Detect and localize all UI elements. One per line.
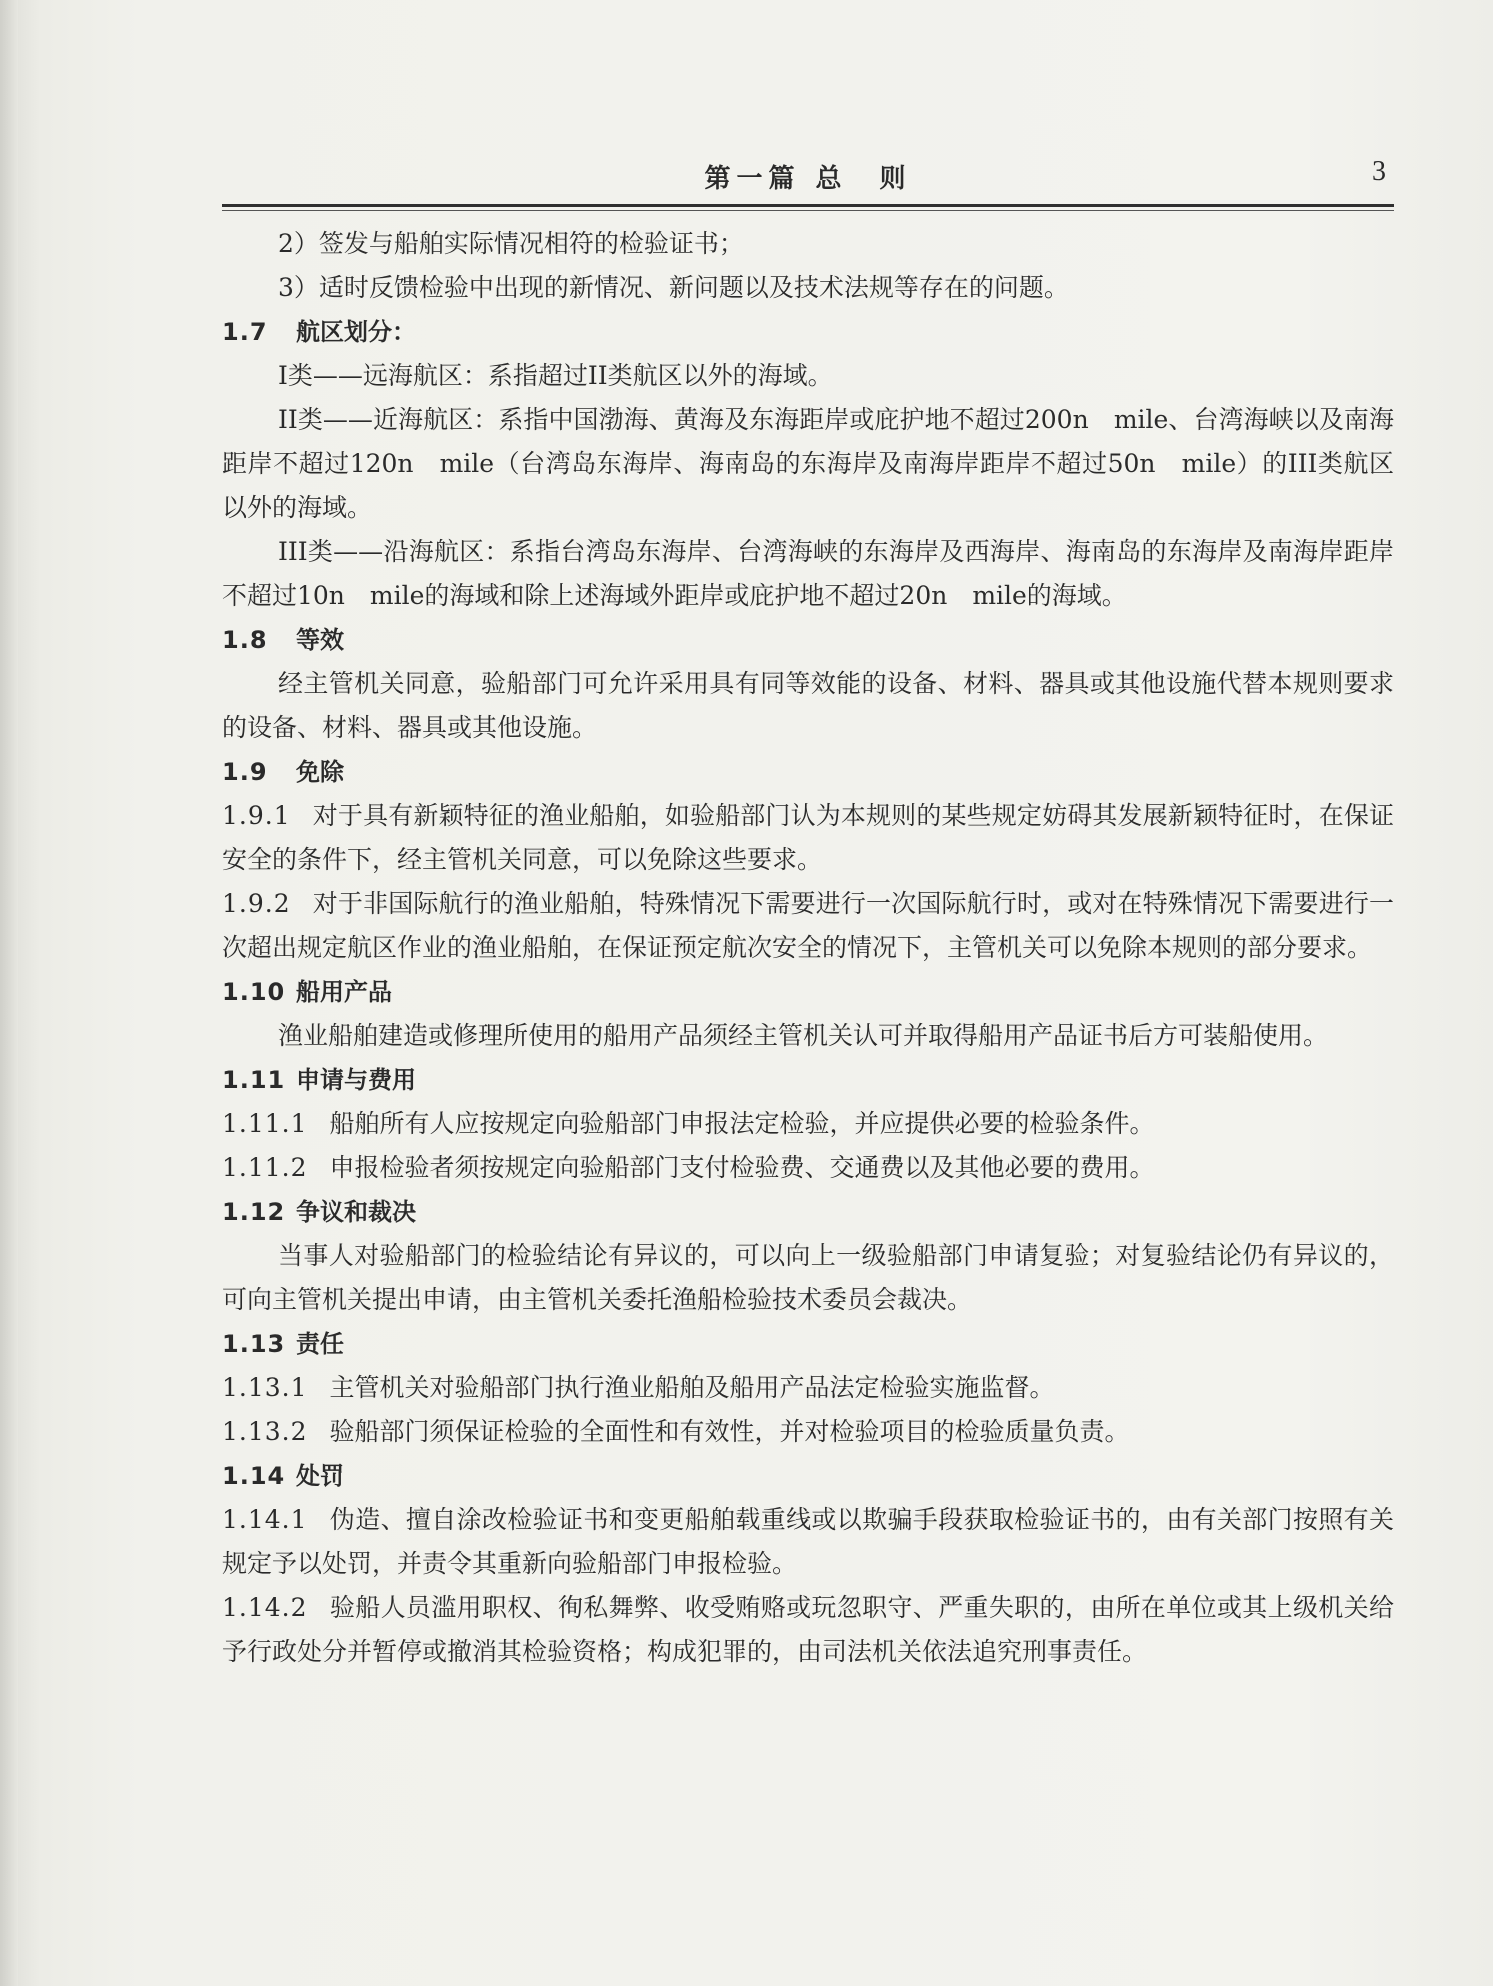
clause-text: 对于非国际航行的渔业船舶，特殊情况下需要进行一次国际航行时，或对在特殊情况下需要进行一次超出规定航区作业的渔业船舶，在保证预定航次安全的情况下，主管机关可以免除本规则的部分要求。 (222, 889, 1394, 962)
clause-1-9-2 (222, 882, 1394, 970)
section-heading-1-14 (222, 1454, 1394, 1498)
paragraph: II类——近海航区：系指中国渤海、黄海及东海距岸或庇护地不超过200n mile、台湾海峡以及南海距岸不超过120n mile（台湾岛东海岸、海南岛的东海岸及南海岸距岸不超过50n mile）的III类航区以外的海域。 (222, 405, 1394, 522)
clause-number: 1.14.1 (222, 1505, 308, 1534)
page-number: 3 (1372, 156, 1386, 187)
section-number: 1.9 (222, 758, 268, 786)
clause-text: 验船人员滥用职权、徇私舞弊、收受贿赂或玩忽职守、严重失职的，由所在单位或其上级机关给予行政处分并暂停或撤消其检验资格；构成犯罪的，由司法机关依法追究刑事责任。 (222, 1593, 1394, 1666)
clause-number: 1.11.1 (222, 1109, 308, 1138)
clause-1-13-2 (222, 1410, 1394, 1454)
section-number: 1.7 (222, 318, 268, 346)
section-title: 船用产品 (296, 978, 392, 1006)
section-heading-1-12 (222, 1190, 1394, 1234)
clause-text: 主管机关对验船部门执行渔业船舶及船用产品法定检验实施监督。 (329, 1373, 1055, 1402)
section-number: 1.13 (222, 1330, 286, 1358)
clause-number: 1.9.1 (222, 801, 291, 830)
section-heading-1-13 (222, 1322, 1394, 1366)
clause-1-14-1 (222, 1498, 1394, 1586)
list-item-2: 2）签发与船舶实际情况相符的检验证书； (278, 229, 744, 258)
section-heading-1-7 (222, 310, 1394, 354)
section-heading-1-8 (222, 618, 1394, 662)
clause-1-11-1 (222, 1102, 1394, 1146)
list-item-3: 3）适时反馈检验中出现的新情况、新问题以及技术法规等存在的问题。 (278, 273, 1069, 302)
section-number: 1.12 (222, 1198, 286, 1226)
header-title: 第一篇 总 则 (704, 164, 912, 194)
clause-number: 1.9.2 (222, 889, 291, 918)
clause-1-13-1 (222, 1366, 1394, 1410)
clause-number: 1.13.1 (222, 1373, 308, 1402)
clause-1-9-1 (222, 794, 1394, 882)
section-number: 1.8 (222, 626, 268, 654)
clause-text: 船舶所有人应按规定向验船部门申报法定检验，并应提供必要的检验条件。 (329, 1109, 1155, 1138)
section-number: 1.10 (222, 978, 286, 1006)
clause-number: 1.14.2 (222, 1593, 308, 1622)
clause-1-14-2 (222, 1586, 1394, 1674)
paragraph: 渔业船舶建造或修理所使用的船用产品须经主管机关认可并取得船用产品证书后方可装船使用。 (278, 1021, 1329, 1050)
paragraph: III类——沿海航区：系指台湾岛东海岸、台湾海峡的东海岸及西海岸、海南岛的东海岸及南海岸距岸不超过10n mile的海域和除上述海域外距岸或庇护地不超过20n mile的海域。 (222, 537, 1394, 610)
page-binding-edge (0, 0, 18, 1986)
section-number: 1.14 (222, 1462, 286, 1490)
paragraph: 当事人对验船部门的检验结论有异议的，可以向上一级验船部门申请复验；对复验结论仍有异议的，可向主管机关提出申请，由主管机关委托渔船检验技术委员会裁决。 (222, 1241, 1394, 1314)
section-title: 航区划分： (296, 318, 416, 346)
clause-number: 1.13.2 (222, 1417, 308, 1446)
section-title: 责任 (296, 1330, 344, 1358)
section-heading-1-10 (222, 970, 1394, 1014)
section-number: 1.11 (222, 1066, 286, 1094)
clause-text: 对于具有新颖特征的渔业船舶，如验船部门认为本规则的某些规定妨碍其发展新颖特征时，在保证安全的条件下，经主管机关同意，可以免除这些要求。 (222, 801, 1394, 874)
section-heading-1-11 (222, 1058, 1394, 1102)
section-title: 申请与费用 (296, 1066, 416, 1094)
clause-number: 1.11.2 (222, 1153, 308, 1182)
clause-text: 验船部门须保证检验的全面性和有效性，并对检验项目的检验质量负责。 (329, 1417, 1130, 1446)
section-title: 免除 (296, 758, 344, 786)
paragraph: 经主管机关同意，验船部门可允许采用具有同等效能的设备、材料、器具或其他设施代替本规则要求的设备、材料、器具或其他设施。 (222, 669, 1394, 742)
clause-text: 伪造、擅自涂改检验证书和变更船舶载重线或以欺骗手段获取检验证书的，由有关部门按照有关规定予以处罚，并责令其重新向验船部门申报检验。 (222, 1505, 1394, 1578)
section-title: 处罚 (296, 1462, 344, 1490)
section-title: 等效 (296, 626, 344, 654)
paragraph: I类——远海航区：系指超过II类航区以外的海域。 (278, 361, 833, 390)
section-title: 争议和裁决 (296, 1198, 416, 1226)
section-heading-1-9 (222, 750, 1394, 794)
clause-1-11-2 (222, 1146, 1394, 1190)
clause-text: 申报检验者须按规定向验船部门支付检验费、交通费以及其他必要的费用。 (329, 1153, 1155, 1182)
running-header (222, 148, 1394, 207)
body-text (222, 222, 1394, 1674)
